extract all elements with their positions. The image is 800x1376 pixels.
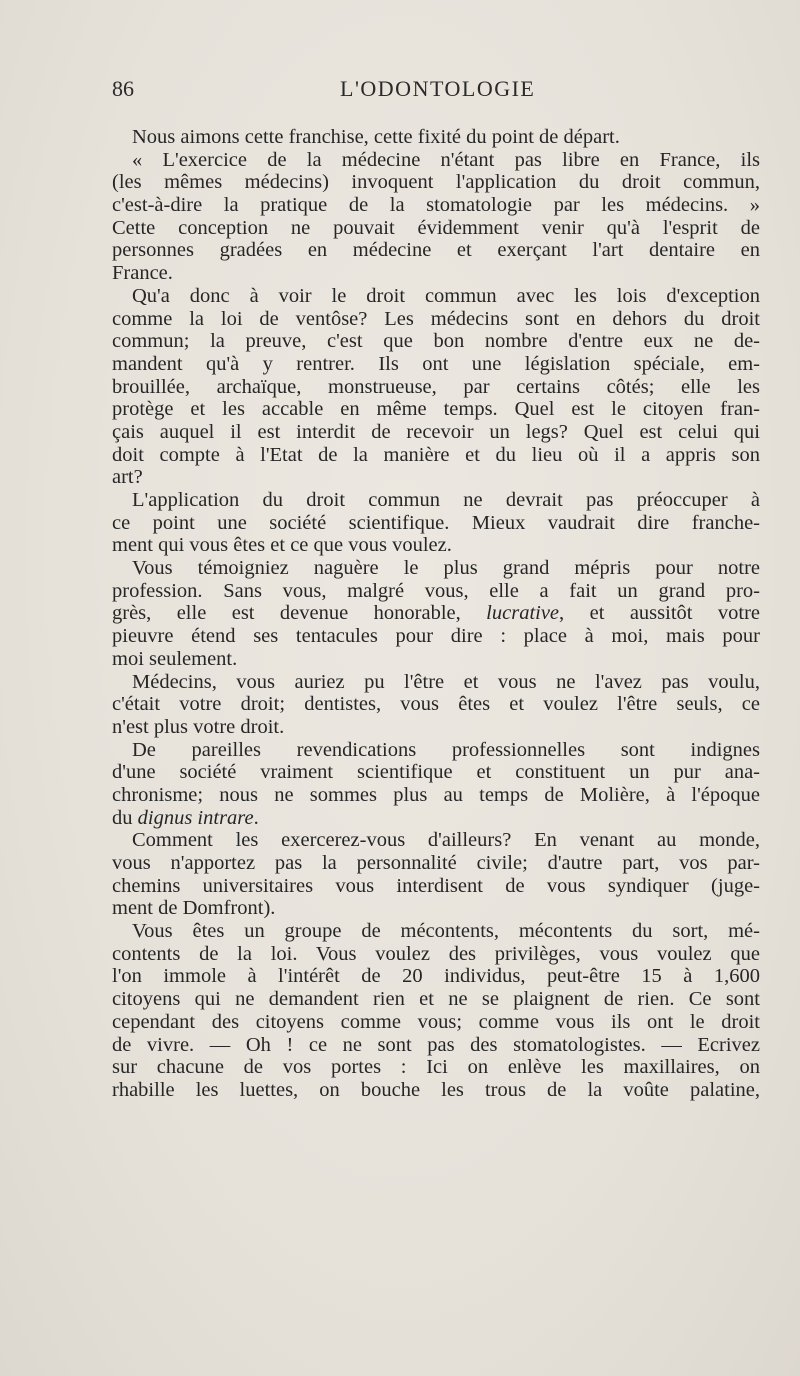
text-line: commun; la preuve, c'est que bon nombre d'entre eux ne de- <box>112 330 760 353</box>
text-line: art? <box>112 466 143 489</box>
text-line: mandent qu'à y rentrer. Ils ont une législation spéciale, em- <box>112 352 760 375</box>
page-number: 86 <box>112 76 134 101</box>
text-line: profession. Sans vous, malgré vous, elle a fait un grand pro- <box>112 579 760 602</box>
journal-title: L'ODONTOLOGIE <box>340 76 536 101</box>
text-line: Vous témoigniez naguère le plus grand mépris pour notre <box>132 557 760 580</box>
text-line: Comment les exercerez-vous d'ailleurs? En venant au monde, <box>132 829 760 852</box>
text-line: rhabille les luettes, on bouche les trous de la voûte palatine, <box>112 1078 760 1101</box>
text-line: France. <box>112 262 173 285</box>
text-line: contents de la loi. Vous voulez des privilèges, vous voulez que <box>112 942 760 965</box>
text-line: c'était votre droit; dentistes, vous êtes et voulez l'être seuls, ce <box>112 693 760 716</box>
running-head <box>112 76 760 106</box>
text-line: De pareilles revendications professionnelles sont indignes <box>132 738 760 761</box>
text-line: brouillée, archaïque, monstrueuse, par certains côtés; elle les <box>112 375 760 398</box>
text-line: Qu'a donc à voir le droit commun avec les lois d'exception <box>132 284 760 307</box>
text-run: grès, elle est devenue honorable, <box>112 602 487 625</box>
text-line: Médecins, vous auriez pu l'être et vous ne l'avez pas voulu, <box>132 670 760 693</box>
text-line: vous n'apportez pas la personnalité civile; d'autre part, vos par- <box>112 852 760 874</box>
text-line: ce point une société scientifique. Mieux vaudrait dire franche- <box>112 511 760 534</box>
text-line: Nous aimons cette franchise, cette fixité du point de départ. <box>132 126 620 148</box>
text-line: d'une société vraiment scientifique et constituent un pur ana- <box>112 761 760 784</box>
text-line: citoyens qui ne demandent rien et ne se plaignent de rien. Ce sont <box>112 988 760 1011</box>
text-line: moi seulement. <box>112 647 238 670</box>
text-line: ment de Domfront). <box>112 897 276 920</box>
text-line: ment qui vous êtes et ce que vous voulez. <box>112 534 452 557</box>
text-line: L'application du droit commun ne devrait pas préoccuper à <box>132 489 760 511</box>
text-line: protège et les accable en même temps. Quel est le citoyen fran- <box>112 398 760 421</box>
text-line <box>112 602 760 625</box>
text-run: , et aussitôt votre <box>559 602 760 625</box>
text-line: de vivre. — Oh ! ce ne sont pas des stomatologistes. — Ecrivez <box>112 1033 760 1056</box>
body-text <box>112 126 760 1102</box>
text-line: comme la loi de ventôse? Les médecins sont en dehors du droit <box>112 307 760 330</box>
text-line: sur chacune de vos portes : Ici on enlève les maxillaires, on <box>112 1056 760 1079</box>
text-line: chronisme; nous ne sommes plus au temps de Molière, à l'époque <box>112 783 760 806</box>
text-line: Vous êtes un groupe de mécontents, mécontents du sort, mé- <box>132 920 760 943</box>
text-line: pieuvre étend ses tentacules pour dire : place à moi, mais pour <box>112 625 760 648</box>
text-line: cependant des citoyens comme vous; comme vous ils ont le droit <box>112 1010 760 1033</box>
text-line: Cette conception ne pouvait évidemment venir qu'à l'esprit de <box>112 216 760 239</box>
text-line: n'est plus votre droit. <box>112 715 285 738</box>
text-line: c'est-à-dire la pratique de la stomatologie par les médecins. » <box>112 194 760 217</box>
text-line: chemins universitaires vous interdisent de vous syndiquer (juge- <box>112 874 760 897</box>
text-run: . <box>253 806 259 829</box>
text-line: l'on immole à l'intérêt de 20 individus, peut-être 15 à 1,600 <box>112 965 760 988</box>
text-line: çais auquel il est interdit de recevoir un legs? Quel est celui qui <box>112 420 760 443</box>
text-line: (les mêmes médecins) invoquent l'application du droit commun, <box>112 171 760 194</box>
italic-term: dignus intrare <box>137 806 254 829</box>
text-line: personnes gradées en médecine et exerçant l'art dentaire en <box>112 239 760 262</box>
text-run: du <box>112 806 138 829</box>
text-line: « L'exercice de la médecine n'étant pas libre en France, ils <box>132 148 760 171</box>
italic-term: lucrative <box>486 602 560 625</box>
text-line <box>112 807 760 830</box>
text-line: doit compte à l'Etat de la manière et du lieu où il a appris son <box>112 443 760 466</box>
